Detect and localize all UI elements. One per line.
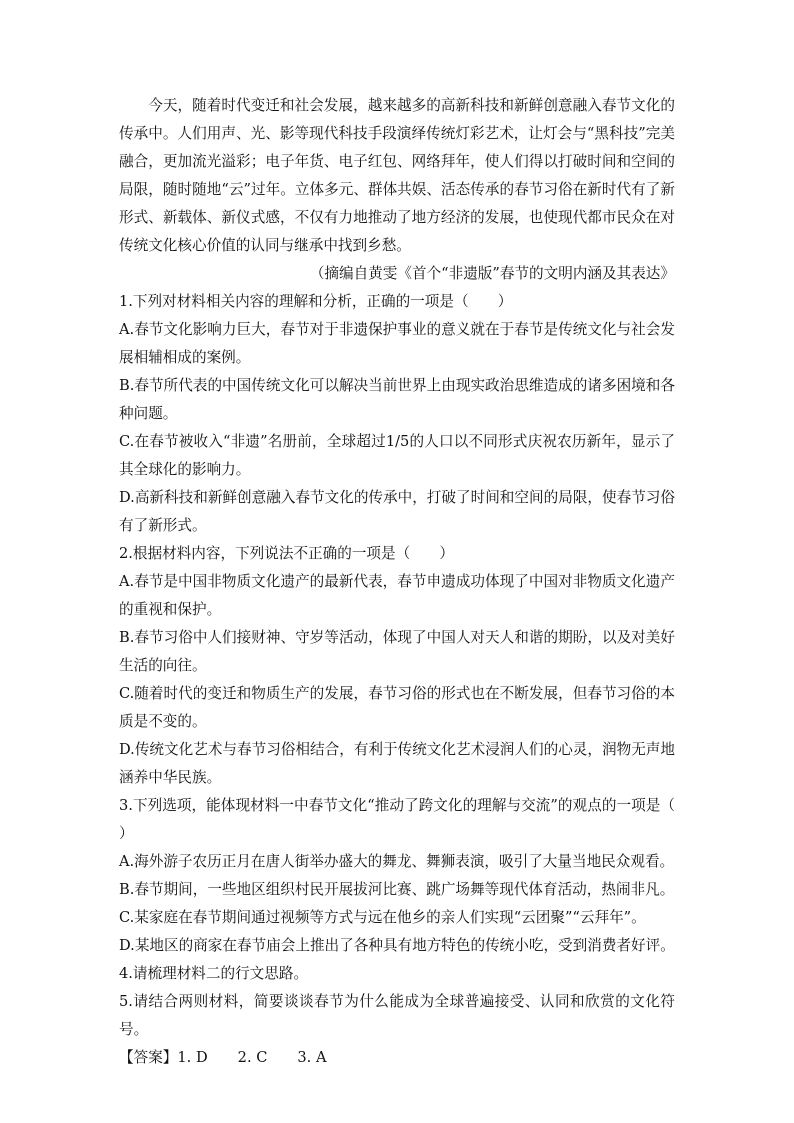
question-stem: 3.下列选项，能体现材料一中春节文化“推动了跨文化的理解与交流”的观点的一项是（ ） bbox=[119, 797, 705, 842]
document-page bbox=[119, 92, 705, 1072]
option-a: A.春节文化影响力巨大，春节对于非遗保护事业的意义就在于春节是传统文化与社会发展相辅相成的案例。 bbox=[119, 321, 675, 366]
option-c: C.随着时代的变迁和物质生产的发展，春节习俗的形式也在不断发展，但春节习俗的本质是不变的。 bbox=[119, 685, 675, 730]
question-stem: 4.请梳理材料二的行文思路。 bbox=[119, 965, 309, 982]
question-2 bbox=[119, 540, 675, 792]
source-citation: （摘编自黄雯《首个“非遗版”春节的文明内涵及其表达》 bbox=[309, 265, 675, 282]
question-1 bbox=[119, 288, 675, 540]
answer-item: 3. A bbox=[297, 1049, 327, 1066]
question-4 bbox=[119, 960, 675, 988]
option-a: A.海外游子农历正月在唐人街举办盛大的舞龙、舞狮表演，吸引了大量当地民众观看。 bbox=[119, 853, 675, 870]
answer-item: 2. C bbox=[237, 1049, 268, 1066]
answer-line bbox=[119, 1044, 675, 1072]
question-5 bbox=[119, 988, 675, 1044]
option-b: B.春节习俗中人们接财神、守岁等活动，体现了中国人对天人和谐的期盼，以及对美好生活的向往。 bbox=[119, 629, 675, 674]
option-d: D.高新科技和新鲜创意融入春节文化的传承中，打破了时间和空间的局限，使春节习俗有了新形式。 bbox=[119, 489, 675, 534]
option-c: C.某家庭在春节期间通过视频等方式与远在他乡的亲人们实现“云团聚”“云拜年”。 bbox=[119, 909, 646, 926]
option-a: A.春节是中国非物质文化遗产的最新代表，春节申遗成功体现了中国对非物质文化遗产的重视和保护。 bbox=[119, 573, 675, 618]
question-stem: 1.下列对材料相关内容的理解和分析，正确的一项是（ ） bbox=[119, 293, 513, 310]
passage-paragraph: 今天，随着时代变迁和社会发展，越来越多的高新科技和新鲜创意融入春节文化的传承中。人们用声、光、影等现代科技手段演绎传统灯彩艺术，让灯会与“黑科技”完美融合，更加流光溢彩；电子年货、电子红包、网络拜年，使人们得以打破时间和空间的局限，随时随地“云”过年。立体多元、群体共娱、活态传承的春节习俗在新时代有了新形式、新载体、新仪式感，不仅有力地推动了地方经济的发展，也使现代都市民众在对传统文化核心价值的认同与继承中找到乡愁。 bbox=[119, 97, 675, 254]
answer-label: 【答案】 bbox=[119, 1049, 178, 1066]
option-c: C.在春节被收入“非遗”名册前，全球超过1/5的人口以不同形式庆祝农历新年，显示了其全球化的影响力。 bbox=[119, 433, 675, 478]
answer-item: 1. D bbox=[177, 1049, 208, 1066]
question-stem: 2.根据材料内容，下列说法不正确的一项是（ ） bbox=[119, 545, 454, 562]
option-d: D.传统文化艺术与春节习俗相结合，有利于传统文化艺术浸润人们的心灵，润物无声地涵养中华民族。 bbox=[119, 741, 675, 786]
option-b: B.春节所代表的中国传统文化可以解决当前世界上由现实政治思维造成的诸多困境和各种问题。 bbox=[119, 377, 675, 422]
question-stem: 5.请结合两则材料，简要谈谈春节为什么能成为全球普遍接受、认同和欣赏的文化符号。 bbox=[119, 993, 675, 1038]
option-b: B.春节期间，一些地区组织村民开展拔河比赛、跳广场舞等现代体育活动，热闹非凡。 bbox=[119, 881, 675, 898]
question-3 bbox=[119, 792, 705, 960]
option-d: D.某地区的商家在春节庙会上推出了各种具有地方特色的传统小吃，受到消费者好评。 bbox=[119, 937, 675, 954]
